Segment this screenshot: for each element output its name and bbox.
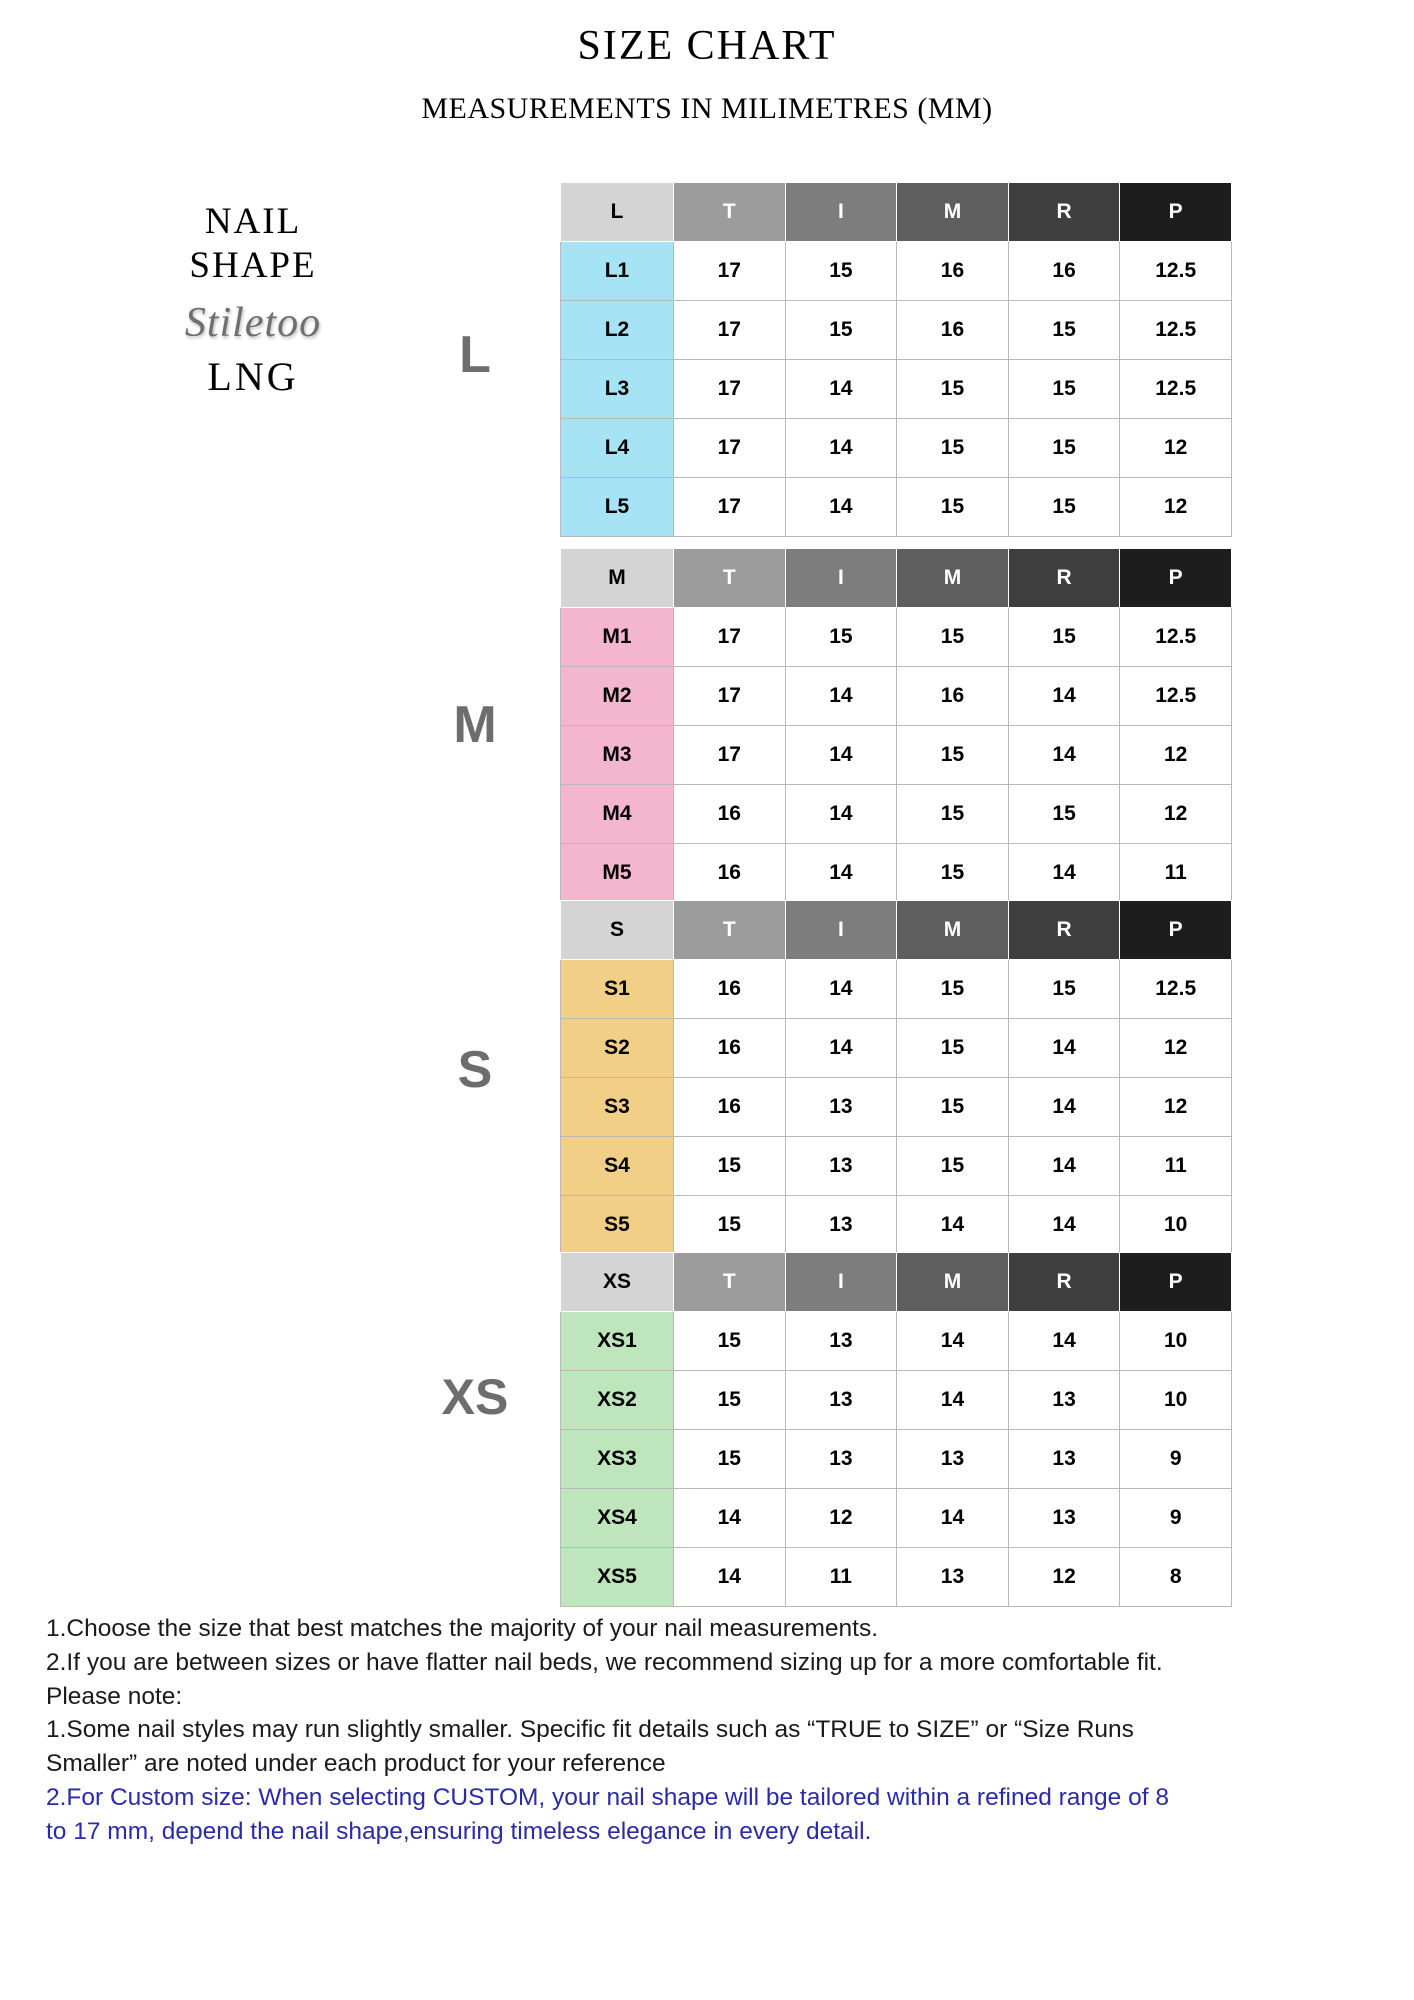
header-pinky: P (1120, 1253, 1232, 1312)
row-label: M2 (561, 667, 674, 726)
cell-r: 16 (1008, 242, 1120, 301)
table-row (561, 1548, 1232, 1607)
cell-m: 15 (897, 1078, 1009, 1137)
table-row (561, 360, 1232, 419)
note-line-5: Smaller” are noted under each product for your reference (46, 1750, 666, 1778)
cell-i: 15 (785, 608, 897, 667)
table-header-row (561, 549, 1232, 608)
cell-r: 15 (1008, 478, 1120, 537)
row-label: XS5 (561, 1548, 674, 1607)
row-label: M5 (561, 844, 674, 903)
header-middle: M (897, 549, 1009, 608)
cell-m: 15 (897, 960, 1009, 1019)
row-label: L2 (561, 301, 674, 360)
cell-r: 12 (1008, 1548, 1120, 1607)
cell-t: 15 (674, 1196, 786, 1255)
cell-i: 14 (785, 726, 897, 785)
cell-r: 15 (1008, 608, 1120, 667)
header-thumb: T (674, 549, 786, 608)
cell-t: 14 (674, 1548, 786, 1607)
cell-p: 10 (1120, 1312, 1232, 1371)
note-line-2: 2.If you are between sizes or have flatter nail beds, we recommend sizing up for a more comfortable fit. (46, 1648, 1163, 1676)
cell-t: 17 (674, 478, 786, 537)
cell-m: 14 (897, 1196, 1009, 1255)
size-table-xs-wrap (560, 1252, 1232, 1607)
size-marker-xs: XS (441, 1369, 509, 1425)
cell-i: 14 (785, 960, 897, 1019)
cell-r: 14 (1008, 1019, 1120, 1078)
row-label: L3 (561, 360, 674, 419)
size-marker-l: L (459, 326, 491, 384)
page-title: SIZE CHART (577, 23, 837, 69)
note-line-1: 1.Choose the size that best matches the majority of your nail measurements. (46, 1615, 879, 1642)
cell-t: 16 (674, 1078, 786, 1137)
cell-t: 15 (674, 1312, 786, 1371)
cell-m: 15 (897, 785, 1009, 844)
cell-r: 15 (1008, 785, 1120, 844)
cell-i: 15 (785, 242, 897, 301)
row-label: S5 (561, 1196, 674, 1255)
cell-m: 15 (897, 1019, 1009, 1078)
cell-i: 14 (785, 785, 897, 844)
row-label: M3 (561, 726, 674, 785)
table-row (561, 726, 1232, 785)
cell-p: 12.5 (1120, 667, 1232, 726)
header-size: XS (561, 1253, 674, 1312)
cell-i: 15 (785, 301, 897, 360)
cell-r: 14 (1008, 726, 1120, 785)
cell-m: 15 (897, 360, 1009, 419)
cell-p: 12 (1120, 478, 1232, 537)
row-label: L1 (561, 242, 674, 301)
brand-line-2: SHAPE (189, 244, 317, 286)
table-header-row (561, 901, 1232, 960)
table-row (561, 785, 1232, 844)
cell-i: 14 (785, 478, 897, 537)
size-table-l (560, 182, 1232, 537)
cell-p: 12 (1120, 1019, 1232, 1078)
size-table-m (560, 548, 1232, 903)
size-table-s (560, 900, 1232, 1255)
table-row (561, 1430, 1232, 1489)
note-line-7: to 17 mm, depend the nail shape,ensuring timeless elegance in every detail. (46, 1817, 872, 1845)
cell-m: 13 (897, 1548, 1009, 1607)
table-row (561, 1137, 1232, 1196)
cell-r: 13 (1008, 1489, 1120, 1548)
header-ring: R (1008, 901, 1120, 960)
cell-t: 17 (674, 242, 786, 301)
cell-m: 16 (897, 667, 1009, 726)
brand-line-1: NAIL (204, 201, 302, 242)
cell-i: 14 (785, 844, 897, 903)
table-row (561, 1019, 1232, 1078)
cell-m: 16 (897, 301, 1009, 360)
size-table-xs (560, 1252, 1232, 1607)
cell-p: 12.5 (1120, 242, 1232, 301)
cell-t: 14 (674, 1489, 786, 1548)
brand-block (108, 200, 398, 400)
header-ring: R (1008, 1253, 1120, 1312)
table-row (561, 478, 1232, 537)
note-line-4: 1.Some nail styles may run slightly smaller. Specific fit details such as “TRUE to SIZE” or “Size Runs (46, 1716, 1134, 1744)
cell-i: 12 (785, 1489, 897, 1548)
row-label: S4 (561, 1137, 674, 1196)
header-size: S (561, 901, 674, 960)
cell-m: 14 (897, 1489, 1009, 1548)
cell-p: 12 (1120, 726, 1232, 785)
cell-p: 12 (1120, 419, 1232, 478)
cell-i: 13 (785, 1312, 897, 1371)
cell-t: 15 (674, 1137, 786, 1196)
cell-p: 12.5 (1120, 960, 1232, 1019)
row-label: M4 (561, 785, 674, 844)
cell-m: 15 (897, 419, 1009, 478)
cell-m: 15 (897, 844, 1009, 903)
cell-p: 12 (1120, 1078, 1232, 1137)
cell-r: 15 (1008, 360, 1120, 419)
cell-p: 10 (1120, 1196, 1232, 1255)
page-subtitle: MEASUREMENTS IN MILIMETRES (MM) (421, 92, 993, 125)
row-label: S1 (561, 960, 674, 1019)
header-middle: M (897, 183, 1009, 242)
header-pinky: P (1120, 549, 1232, 608)
cell-r: 15 (1008, 419, 1120, 478)
cell-i: 13 (785, 1430, 897, 1489)
cell-m: 14 (897, 1371, 1009, 1430)
cell-p: 11 (1120, 844, 1232, 903)
row-label: S3 (561, 1078, 674, 1137)
row-label: S2 (561, 1019, 674, 1078)
table-row (561, 1196, 1232, 1255)
cell-r: 15 (1008, 960, 1120, 1019)
size-marker-m: M (453, 696, 497, 754)
cell-t: 17 (674, 608, 786, 667)
cell-t: 17 (674, 301, 786, 360)
cell-r: 14 (1008, 1078, 1120, 1137)
table-row (561, 242, 1232, 301)
cell-t: 17 (674, 667, 786, 726)
cell-t: 17 (674, 419, 786, 478)
table-header-row (561, 1253, 1232, 1312)
cell-p: 10 (1120, 1371, 1232, 1430)
cell-r: 14 (1008, 667, 1120, 726)
cell-t: 17 (674, 726, 786, 785)
table-row (561, 844, 1232, 903)
header-thumb: T (674, 1253, 786, 1312)
cell-i: 14 (785, 419, 897, 478)
table-header-row (561, 183, 1232, 242)
cell-p: 9 (1120, 1430, 1232, 1489)
header-thumb: T (674, 183, 786, 242)
header-index: I (785, 901, 897, 960)
header-ring: R (1008, 549, 1120, 608)
row-label: XS2 (561, 1371, 674, 1430)
cell-t: 15 (674, 1430, 786, 1489)
size-table-m-wrap (560, 548, 1232, 903)
header-pinky: P (1120, 901, 1232, 960)
brand-script-name: Stiletoo (184, 300, 322, 347)
cell-p: 12.5 (1120, 608, 1232, 667)
cell-r: 14 (1008, 1312, 1120, 1371)
cell-t: 17 (674, 360, 786, 419)
table-row (561, 301, 1232, 360)
cell-m: 16 (897, 242, 1009, 301)
header-pinky: P (1120, 183, 1232, 242)
table-row (561, 1312, 1232, 1371)
size-table-l-wrap (560, 182, 1232, 537)
table-row (561, 608, 1232, 667)
cell-t: 16 (674, 1019, 786, 1078)
cell-i: 14 (785, 360, 897, 419)
header-ring: R (1008, 183, 1120, 242)
cell-i: 13 (785, 1196, 897, 1255)
cell-i: 13 (785, 1371, 897, 1430)
size-table-s-wrap (560, 900, 1232, 1255)
cell-m: 15 (897, 1137, 1009, 1196)
note-line-3: Please note: (46, 1682, 183, 1710)
table-row (561, 1489, 1232, 1548)
row-label: L4 (561, 419, 674, 478)
cell-p: 12.5 (1120, 360, 1232, 419)
page-header (0, 0, 1414, 126)
cell-p: 12.5 (1120, 301, 1232, 360)
header-index: I (785, 1253, 897, 1312)
cell-i: 14 (785, 667, 897, 726)
cell-i: 13 (785, 1137, 897, 1196)
cell-p: 8 (1120, 1548, 1232, 1607)
header-index: I (785, 549, 897, 608)
cell-t: 16 (674, 844, 786, 903)
header-thumb: T (674, 901, 786, 960)
notes-block (46, 1612, 1376, 1849)
table-row (561, 1371, 1232, 1430)
cell-r: 14 (1008, 1137, 1120, 1196)
cell-r: 15 (1008, 301, 1120, 360)
row-label: XS4 (561, 1489, 674, 1548)
cell-p: 11 (1120, 1137, 1232, 1196)
header-size: M (561, 549, 674, 608)
header-index: I (785, 183, 897, 242)
row-label: M1 (561, 608, 674, 667)
size-marker-s: S (457, 1041, 493, 1099)
cell-t: 15 (674, 1371, 786, 1430)
cell-p: 12 (1120, 785, 1232, 844)
header-middle: M (897, 1253, 1009, 1312)
cell-i: 11 (785, 1548, 897, 1607)
cell-m: 13 (897, 1430, 1009, 1489)
cell-m: 14 (897, 1312, 1009, 1371)
cell-m: 15 (897, 726, 1009, 785)
cell-t: 16 (674, 960, 786, 1019)
row-label: XS3 (561, 1430, 674, 1489)
row-label: XS1 (561, 1312, 674, 1371)
table-row (561, 960, 1232, 1019)
table-row (561, 419, 1232, 478)
table-row (561, 1078, 1232, 1137)
header-middle: M (897, 901, 1009, 960)
cell-r: 14 (1008, 844, 1120, 903)
cell-t: 16 (674, 785, 786, 844)
cell-r: 13 (1008, 1371, 1120, 1430)
cell-i: 13 (785, 1078, 897, 1137)
cell-r: 14 (1008, 1196, 1120, 1255)
cell-m: 15 (897, 608, 1009, 667)
cell-r: 13 (1008, 1430, 1120, 1489)
note-line-6: 2.For Custom size: When selecting CUSTOM, your nail shape will be tailored within a refined range of 8 (46, 1783, 1169, 1811)
row-label: L5 (561, 478, 674, 537)
brand-length-code: LNG (207, 354, 299, 400)
table-row (561, 667, 1232, 726)
cell-p: 9 (1120, 1489, 1232, 1548)
cell-i: 14 (785, 1019, 897, 1078)
cell-m: 15 (897, 478, 1009, 537)
header-size: L (561, 183, 674, 242)
